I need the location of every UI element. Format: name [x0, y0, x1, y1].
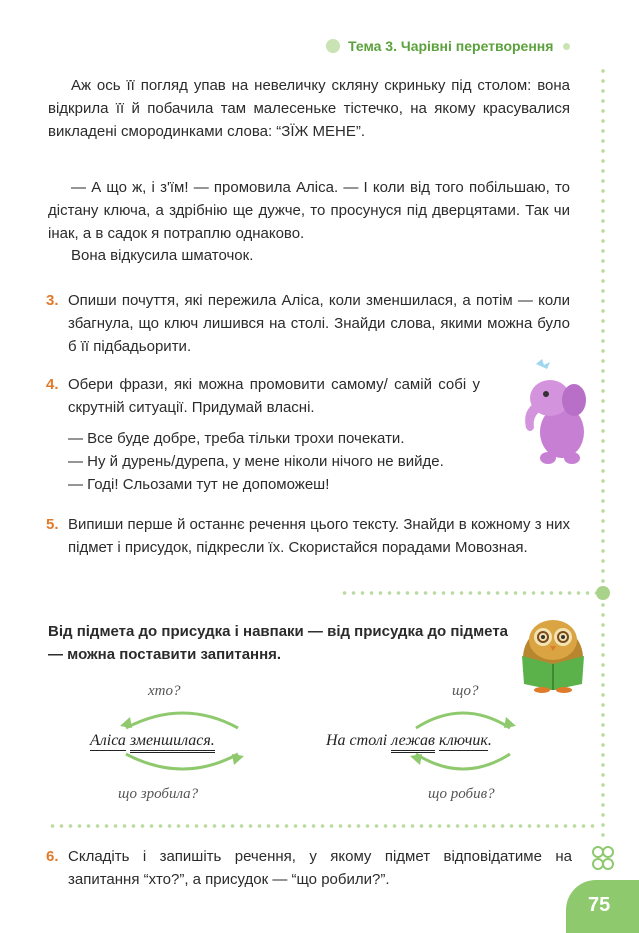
example2-sentence	[326, 732, 492, 750]
example2-end: .	[487, 732, 492, 749]
task-number: 3.	[46, 292, 59, 309]
task-number: 6.	[46, 848, 59, 865]
task-4	[46, 373, 480, 419]
owl-illustration	[512, 610, 594, 694]
example1-question-top: хто?	[148, 683, 181, 699]
example1-subject: Аліса	[90, 732, 126, 749]
task-3	[46, 289, 570, 358]
header-title: Тема 3. Чарівні перетворення	[348, 38, 554, 54]
task-text: Обери фрази, які можна промовити самому/ самій собі у скрутній ситуації. Придумай власні.	[68, 376, 480, 416]
elephant-illustration	[512, 358, 590, 468]
rule-text: Від підмета до присудка і навпаки — від присудка до підмета — можна поставити запитання.	[48, 623, 509, 663]
group-work-icon	[590, 845, 616, 871]
page-header	[326, 36, 570, 56]
example2-prefix: На столі	[326, 732, 388, 749]
dotted-border-right	[601, 66, 605, 593]
task-number: 5.	[46, 516, 59, 533]
dotted-separator-bottom	[48, 824, 596, 828]
task-number: 4.	[46, 376, 59, 393]
story-paragraph-1: Аж ось її погляд упав на невеличку скляну скриньку під столом: вона відкрила її й побачила там малесеньке тістечко, на якому красувалися викладені смородинками слова: “ЗЇЖ МЕНЕ”.	[48, 77, 570, 140]
task-6	[46, 845, 572, 891]
dotted-border-right-lower	[601, 600, 605, 840]
phrase-3: — Годі! Сльозами тут не допоможеш!	[68, 476, 330, 493]
dotted-separator-top	[340, 591, 596, 595]
header-dot-small-icon	[563, 43, 570, 50]
example1-question-bottom: що зробила?	[118, 786, 199, 802]
task-text: Випиши перше й останнє речення цього тексту. Знайди в кожному з них підмет і присудок, підкресли їх. Скористайся порадами Мовозная.	[68, 516, 570, 556]
header-dot-icon	[326, 39, 340, 53]
example1-predicate: зменшилася.	[130, 732, 215, 753]
phrase-2: — Ну й дурень/дурепа, у мене ніколи нічого не вийде.	[68, 453, 444, 470]
example2-subject: ключик	[438, 732, 488, 749]
task-text: Складіть і запишіть речення, у якому підмет відповідатиме на запитання “хто?”, а присудок — “що робили?”.	[68, 848, 572, 888]
story-paragraph-2: — А що ж, і з'їм! — промовила Аліса. — І коли від того побільшаю, то дістану ключа, а здрібнію ще дужче, то просунуся під дверцятами. Так чи інак, а в садок я потраплю однаково.	[48, 179, 570, 242]
example2-predicate: лежав	[391, 732, 435, 753]
example2-question-bottom: що робив?	[428, 786, 495, 802]
story-paragraph-3: Вона відкусила шматочок.	[71, 247, 254, 264]
task-5	[46, 513, 570, 559]
page-number: 75	[588, 894, 611, 916]
example2-question-top: що?	[452, 683, 479, 699]
example1-sentence	[90, 732, 215, 750]
phrase-1: — Все буде добре, треба тільки трохи почекати.	[68, 430, 405, 447]
task-text: Опиши почуття, які пережила Аліса, коли зменшилася, а потім — коли збагнула, що ключ лишився на столі. Знайди слова, якими можна було б її підбадьорити.	[68, 292, 570, 355]
border-dot-icon	[596, 586, 610, 600]
